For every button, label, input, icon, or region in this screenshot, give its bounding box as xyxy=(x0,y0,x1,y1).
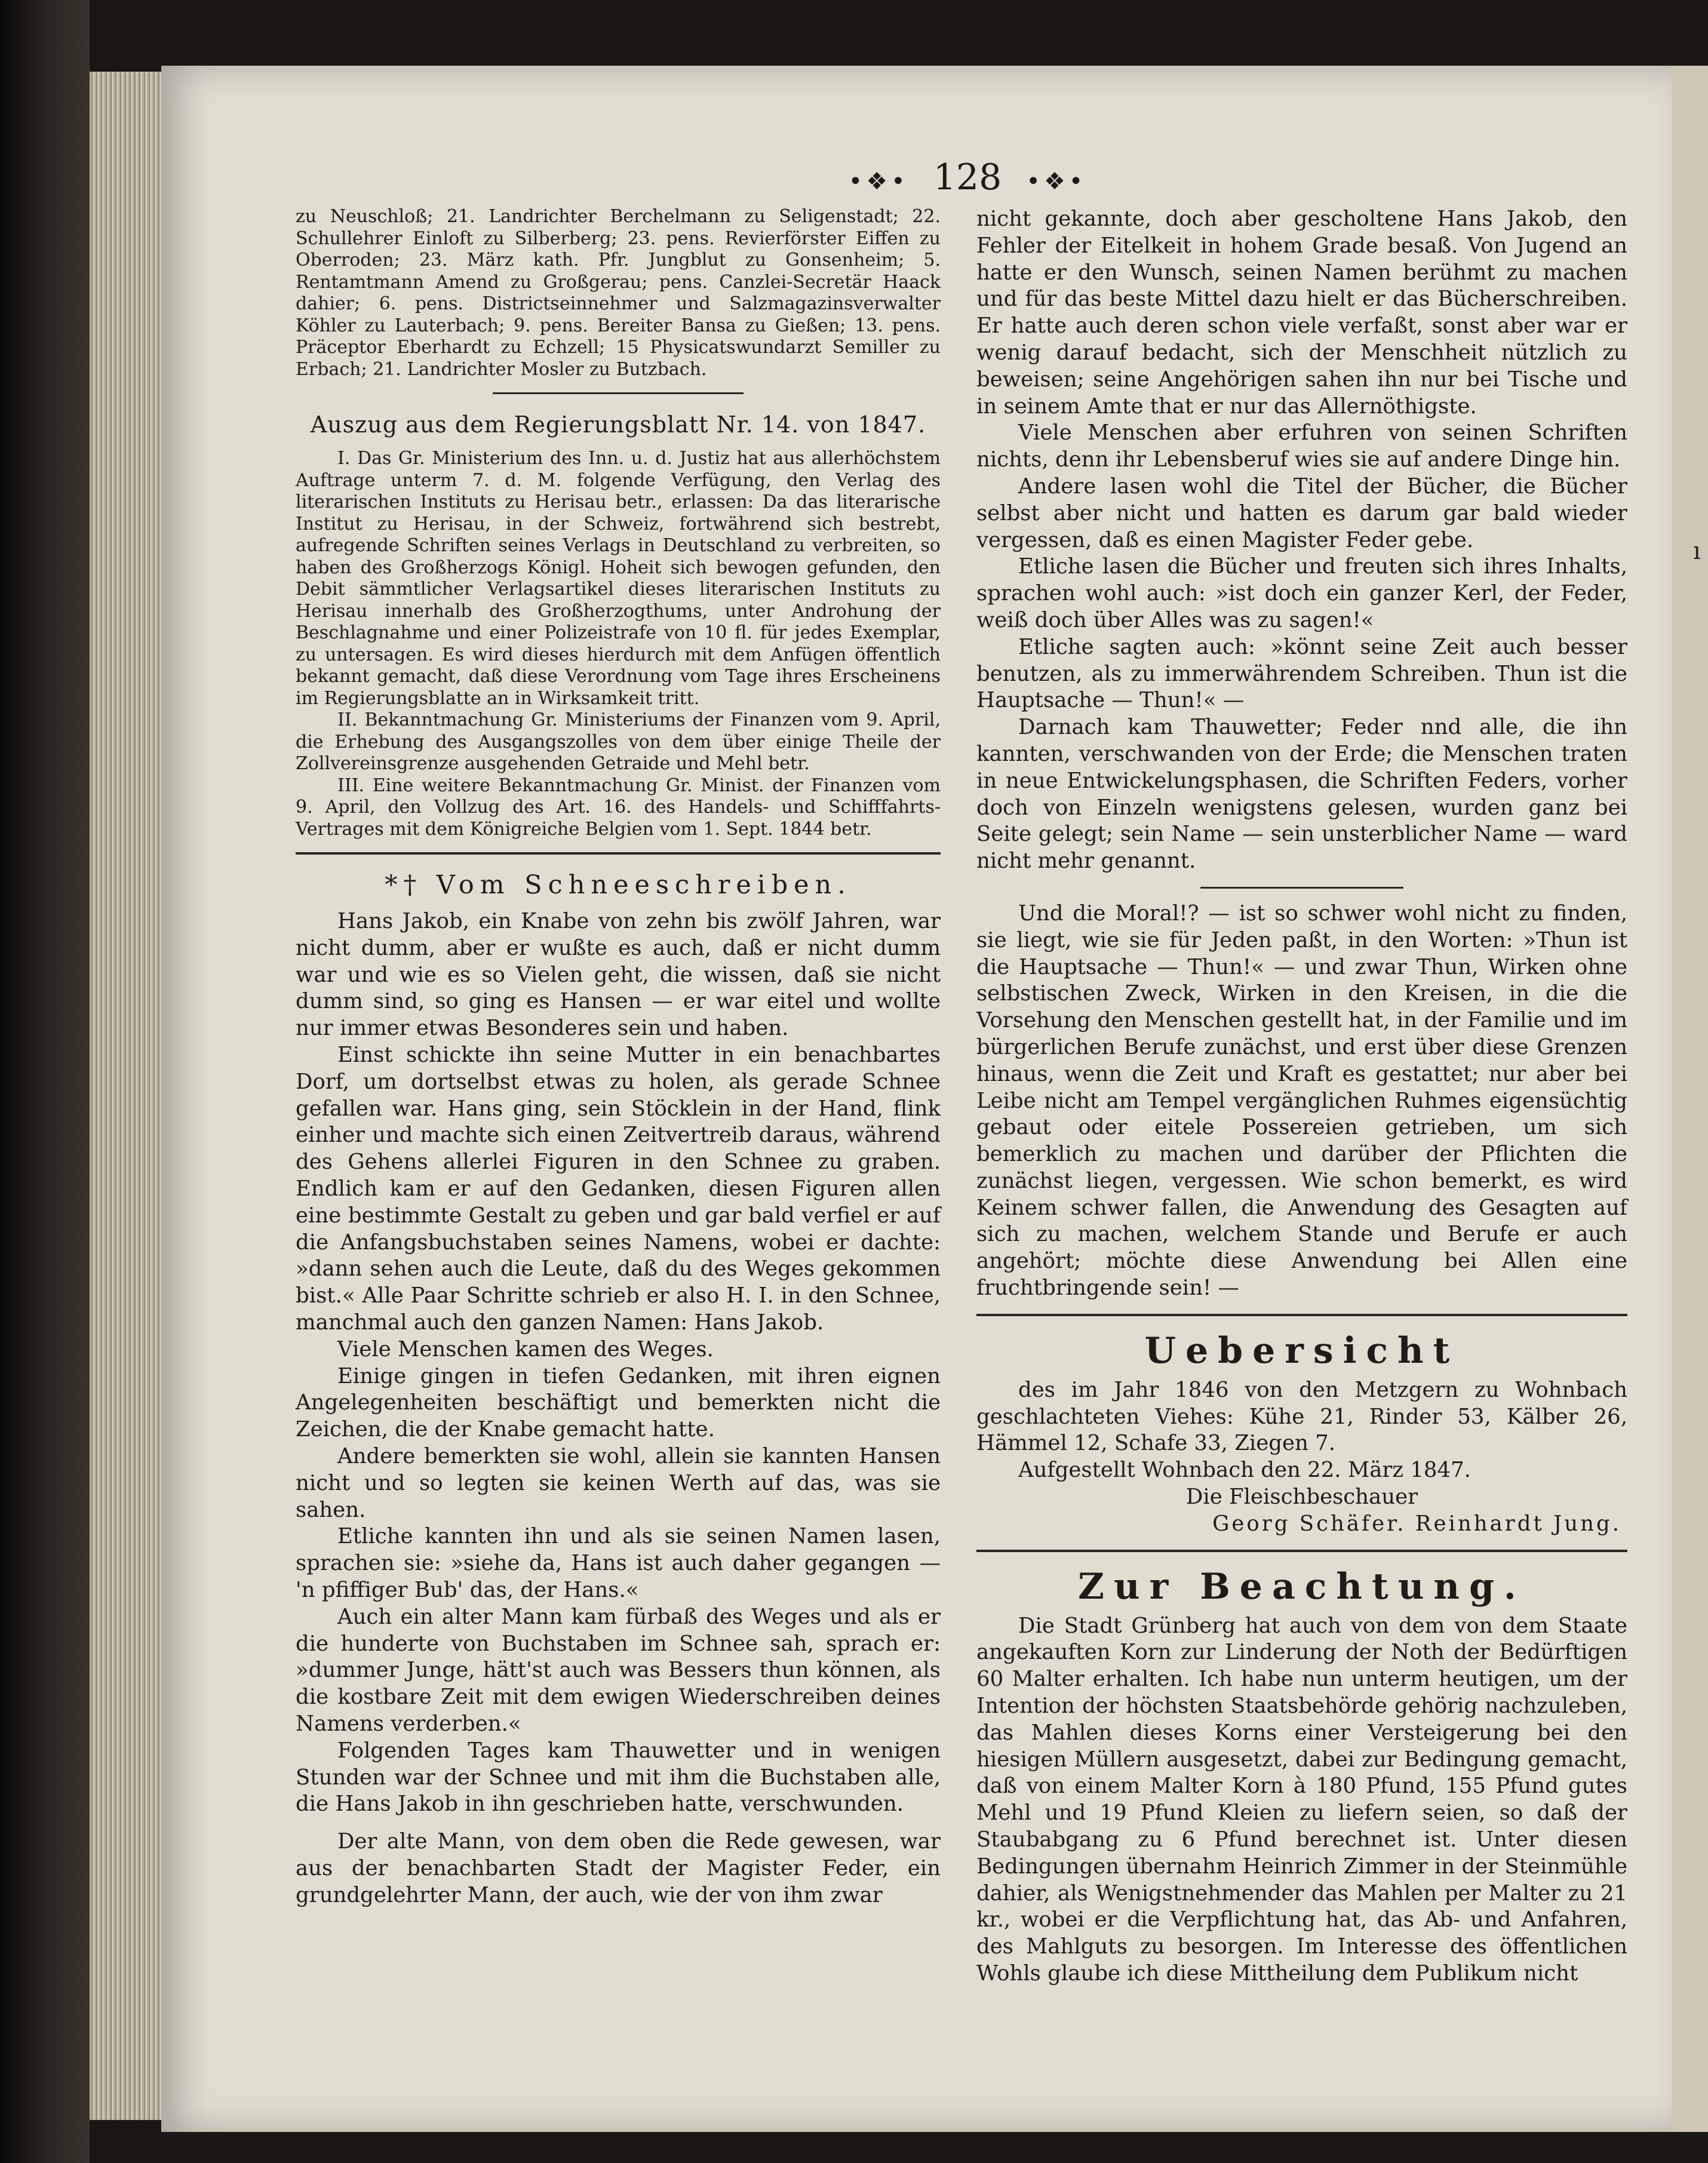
overview-text: des im Jahr 1846 von den Metzgern zu Wohnbach geschlachteten Viehes: Kühe 21, Rinder 53, Kälber 26, Hämmel 12, Schafe 33, Ziegen 7. xyxy=(976,1377,1627,1456)
page-number: 128 xyxy=(933,156,1002,198)
extract-title: Auszug aus dem Regierungsblatt Nr. 14. von 1847. xyxy=(310,411,926,438)
divider xyxy=(976,1550,1627,1552)
story-title: *† Vom Schneeschreiben. xyxy=(385,870,852,900)
extract-item-2: II. Bekanntmachung Gr. Ministeriums der Finanzen vom 9. April, die Erhebung des Ausgangszolles von dem über einige Theile der Zollvereinsgrenze ausgehenden Getraide und Mehl betr. xyxy=(296,709,941,774)
story-paragraph: Hans Jakob, ein Knabe von zehn bis zwölf Jahren, war nicht dumm, aber er wußte es auch, daß er nicht dumm war und wie es so Vielen geht, die wissen, daß sie nicht dumm sind, so ging es Hansen — er war eitel und wollte nur immer etwas Besonderes sein und haben. xyxy=(296,909,941,1041)
overview-title: Uebersicht xyxy=(1144,1329,1460,1372)
story-continued-paragraph: Andere lasen wohl die Titel der Bücher, die Bücher selbst aber nicht und hatten es darum gar bald wieder vergessen, daß es einen Magister Feder gebe. xyxy=(976,474,1627,552)
appointments-paragraph: zu Neuschloß; 21. Landrichter Berchelmann zu Seligenstadt; 22. Schullehrer Einloft zu Silberberg; 23. pens. Revierförster Eiffen zu Oberroden; 23. März kath. Pfr. Jungblut zu Gonsenheim; 5. Rentamtmann Amend zu Großgerau; pens. Canzlei-Secretär Haack dahier; 6. pens. Districtseinnehmer und Salzmagazinsverwalter Köhler zu Lauterbach; 9. pens. Bereiter Bansa zu Gießen; 13. pens. Präceptor Eberhardt zu Echzell; 15 Physicatswundarzt Semiller zu Erbach; 21. Landrichter Mosler zu Butzbach. xyxy=(296,206,941,380)
story-paragraph: Folgenden Tages kam Thauwetter und in wenigen Stunden war der Schnee und mit ihm die Buchstaben alle, die Hans Jakob in ihn geschrieben hatte, verschwunden. xyxy=(296,1738,941,1817)
right-column xyxy=(976,206,1627,1987)
page-header xyxy=(842,156,1093,204)
story-continued-paragraph: Darnach kam Thauwetter; Feder nnd alle, die ihn kannten, verschwanden von der Erde; die Menschen traten in neue Entwickelungsphasen, die Schriften Feders, vorher doch von Einzeln wenigstens gelesen, wurden ganz bei Seite gelegt; sein Name — sein unsterblicher Name — ward nicht mehr genannt. xyxy=(976,715,1627,874)
divider xyxy=(976,1314,1627,1316)
left-column xyxy=(296,206,941,1909)
divider xyxy=(493,392,744,394)
story-continued-paragraph: Etliche sagten auch: »könnt seine Zeit auch besser benutzen, als zu immerwährendem Schreiben. Thun ist die Hauptsache — Thun!« — xyxy=(976,634,1627,713)
moral-paragraph: Und die Moral!? — ist so schwer wohl nicht zu finden, sie liegt, wie sie für Jeden paßt, in den Worten: »Thun ist die Hauptsache — Thun!« — und zwar Thun, Wirken ohne selbstischen Zweck, Wirken in den Kreisen, in die die Vorsehung den Menschen gestellt hat, in der Familie und im bürgerlichen Berufe zunächst, und erst über diese Grenzen hinaus, wenn die Zeit und Kraft es gestattet; nur aber bei Leibe nicht am Tempel vergänglichen Ruhmes eigensüchtig gebaut oder eitele Possereien getrieben, um sich bemerklich zu machen und darüber der Pflichten die zunächst liegen, vergessen. Wie schon bemerkt, es wird Keinem schwer fallen, die Anwendung des Gesagten auf sich zu machen, welchem Stande und Berufe er auch angehört; möchte diese Anwendung bei Allen eine fruchtbringende sein! — xyxy=(976,901,1627,1301)
story-continued-paragraph: Etliche lasen die Bücher und freuten sich ihres Inhalts, sprachen wohl auch: »ist doch ein ganzer Kerl, der Feder, weiß doch über Alles was zu sagen!« xyxy=(976,554,1627,632)
story-paragraph: Einst schickte ihn seine Mutter in ein benachbartes Dorf, um dortselbst etwas zu holen, als gerade Schnee gefallen war. Hans ging, sein Stöcklein in der Hand, flink einher und machte sich einen Zeitvertreib daraus, während des Gehens allerlei Figuren in den Schnee zu graben. Endlich kam er auf den Gedanken, diesen Figuren allen eine bestimmte Gestalt zu geben und gar bald verfiel er auf die Anfangsbuchstaben seines Namens, wobei er dachte: »dann sehen auch die Leute, daß du des Weges gekommen bist.« Alle Paar Schritte schrieb er also H. I. in den Schnee, manchmal auch den ganzen Namen: Hans Jakob. xyxy=(296,1042,941,1335)
extract-item-3: III. Eine weitere Bekanntmachung Gr. Minist. der Finanzen vom 9. April, den Vollzug des Art. 16. des Handels- und Schifffahrts-Vertrages mit dem Königreiche Belgien vom 1. Sept. 1844 betr. xyxy=(296,775,941,840)
header-ornament-right: •❖• xyxy=(1026,168,1087,195)
next-page-edge xyxy=(1672,66,1708,2132)
page-edges xyxy=(90,72,161,2120)
story-paragraph: Etliche kannten ihn und als sie seinen Namen lasen, sprachen sie: »siehe da, Hans ist auch daher gegangen — 'n pfiffiger Bub' das, der Hans.« xyxy=(296,1524,941,1602)
story-paragraph: Andere bemerkten sie wohl, allein sie kannten Hansen nicht und so legten sie keinen Werth auf das, was sie sahen. xyxy=(296,1443,941,1522)
divider xyxy=(296,852,941,855)
notice-title: Zur Beachtung. xyxy=(1078,1565,1526,1608)
overview-place-date: Aufgestellt Wohnbach den 22. März 1847. xyxy=(1018,1458,1471,1483)
story-paragraph: Einige gingen in tiefen Gedanken, mit ihren eignen Angelegenheiten beschäftigt und bemerkten nicht die Zeichen, die der Knabe gemacht hatte. xyxy=(296,1363,941,1442)
overview-signers-title: Die Fleischbeschauer xyxy=(1185,1485,1418,1510)
margin-mark: ı xyxy=(1693,537,1701,565)
story-continued-paragraph: nicht gekannte, doch aber gescholtene Hans Jakob, den Fehler der Eitelkeit in hohem Grade besaß. Von Jugend an hatte er den Wunsch, seinen Namen berühmt zu machen und für das beste Mittel dazu hielt er das Bücherschreiben. Er hatte auch deren schon viele verfaßt, sonst aber war er wenig darauf bedacht, sich der Menschheit nützlich zu beweisen; seine Angehörigen sahen ihn nur bei Tische und in seinem Amte that er nur das Allernöthigste. xyxy=(976,207,1627,419)
story-paragraph: Der alte Mann, von dem oben die Rede gewesen, war aus der benachbarten Stadt der Magister Feder, ein grundgelehrter Mann, der auch, wie der von ihm zwar xyxy=(296,1829,941,1907)
overview-signers: Georg Schäfer. Reinhardt Jung. xyxy=(1212,1511,1621,1536)
story-continued-paragraph: Viele Menschen aber erfuhren von seinen Schriften nichts, denn ihr Lebensberuf wies sie auf andere Dinge hin. xyxy=(976,420,1627,472)
divider xyxy=(1200,887,1403,889)
book-binding xyxy=(0,0,90,2163)
header-ornament-left: •❖• xyxy=(848,168,909,195)
notice-text: Die Stadt Grünberg hat auch von dem von dem Staate angekauften Korn zur Linderung der Noth der Bedürftigen 60 Malter erhalten. Ich habe nun unterm heutigen, um der Intention der höchsten Staatsbehörde gehörig nachzuleben, das Mahlen dieses Korns einer Versteigerung bei den hiesigen Müllern ausgesetzt, dabei zur Bedingung gemacht, daß von einem Malter Korn à 180 Pfund, 155 Pfund gutes Mehl und 19 Pfund Kleien zu liefern seien, so daß der Staubabgang zu 6 Pfund berechnet ist. Unter diesen Bedingungen übernahm Heinrich Zimmer in der Steinmühle dahier, als Wenigstnehmender das Mahlen per Malter zu 21 kr., wobei er die Verpflichtung hat, das Ab- und Anfahren, des Mahlguts zu besorgen. Im Interesse des öffentlichen Wohls glaube ich diese Mittheilung dem Publikum nicht xyxy=(976,1613,1627,1986)
spacer xyxy=(296,1818,941,1829)
story-paragraph: Auch ein alter Mann kam fürbaß des Weges und als er die hunderte von Buchstaben im Schnee sah, sprach er: »dummer Junge, hätt'st auch was Bessers thun können, als die kostbare Zeit mit dem ewigen Wiederschreiben deines Namens verderben.« xyxy=(296,1604,941,1736)
story-paragraph: Viele Menschen kamen des Weges. xyxy=(337,1336,714,1362)
extract-item-1: I. Das Gr. Ministerium des Inn. u. d. Justiz hat aus allerhöchstem Auftrage unterm 7. d. M. folgende Verfügung, den Verlag des literarischen Instituts zu Herisau betr., erlassen: Da das literarische Institut zu Herisau, in der Schweiz, fortwährend sich bestrebt, aufregende Schriften seines Verlags in Deutschland zu verbreiten, so haben des Großherzogs Königl. Hoheit sich bewogen gefunden, den Debit sämmtlicher Verlagsartikel dieses literarischen Instituts zu Herisau innerhalb des Großherzogthums, unter Androhung der Beschlagnahme und einer Polizeistrafe von 10 fl. für jedes Exemplar, zu untersagen. Es wird dieses hierdurch mit dem Anfügen öffentlich bekannt gemacht, daß diese Verordnung vom Tage ihres Erscheinens im Regierungsblatte an in Wirksamkeit tritt. xyxy=(296,448,941,709)
